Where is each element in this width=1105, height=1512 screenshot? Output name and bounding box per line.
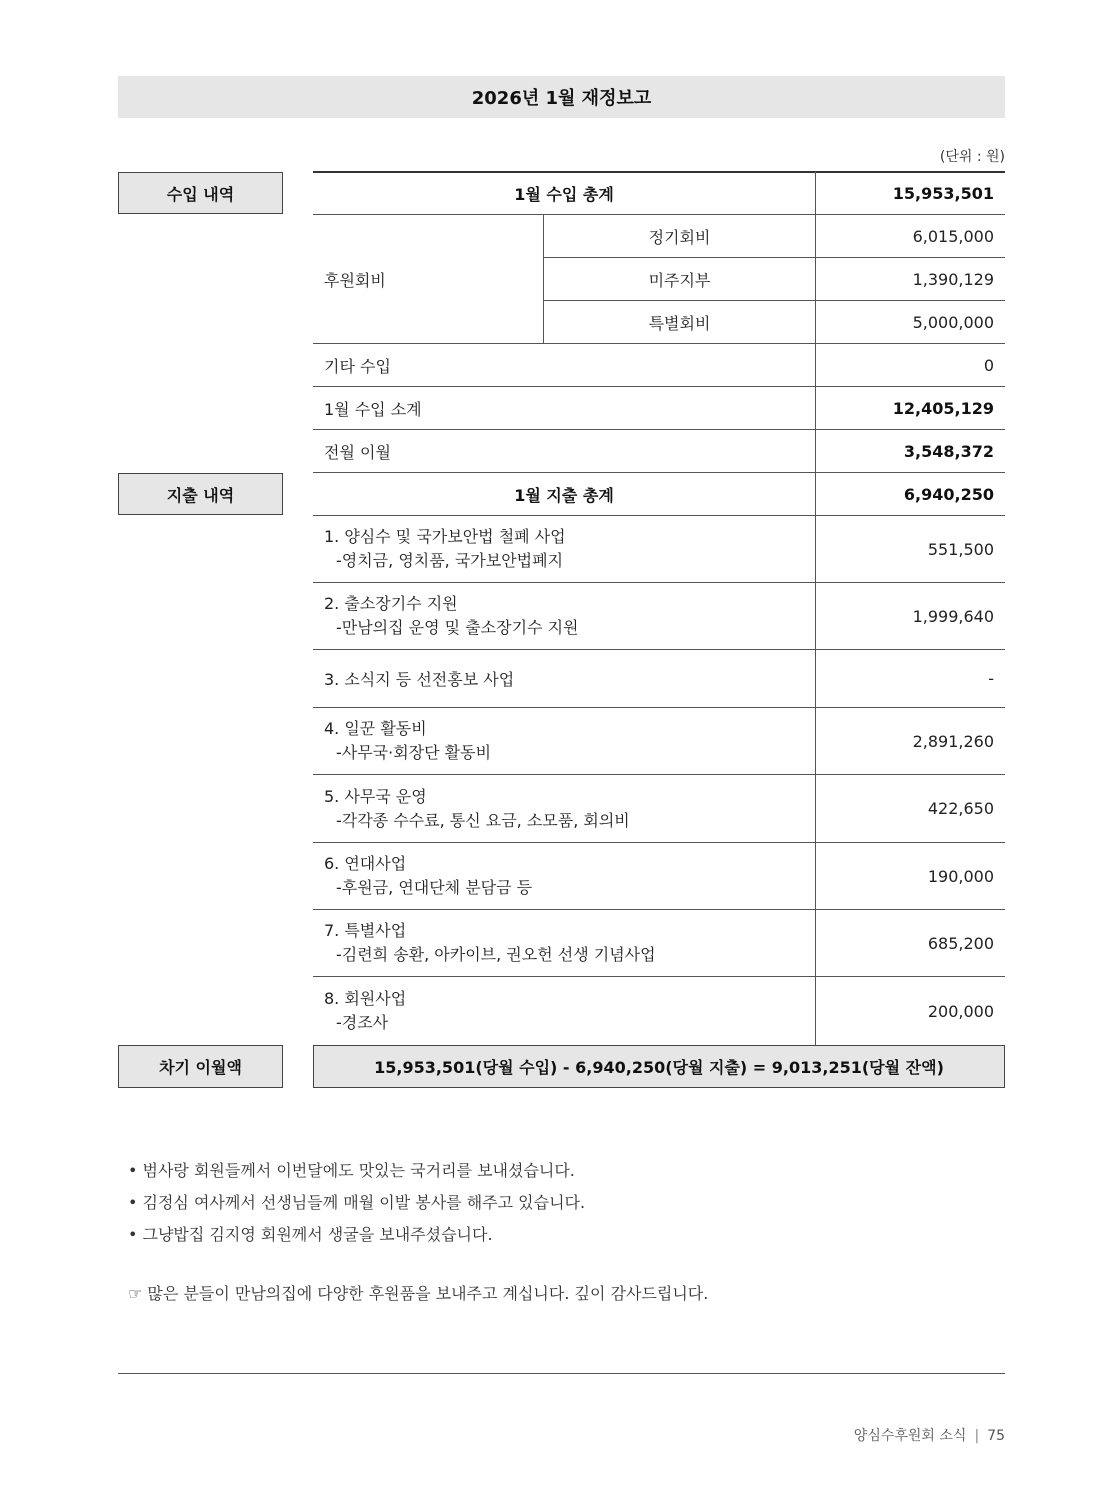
expense-item bbox=[313, 843, 815, 909]
footer-separator: | bbox=[974, 1428, 980, 1444]
expense-item-detail: -경조사 bbox=[336, 1013, 389, 1032]
expense-item-title: 1. 양심수 및 국가보안법 철폐 사업 bbox=[324, 527, 566, 546]
expense-item-title: 5. 사무국 운영 bbox=[324, 786, 427, 806]
expense-item-detail: -각각종 수수료, 통신 요금, 소모품, 회의비 bbox=[336, 810, 630, 830]
expense-item-detail: -만남의집 운영 및 출소장기수 지원 bbox=[336, 618, 579, 637]
expense-item-value: 422,650 bbox=[927, 799, 994, 818]
income-total-value: 15,953,501 bbox=[892, 183, 994, 203]
unit-label: (단위 : 원) bbox=[939, 149, 1005, 165]
expense-item-detail: -사무국·회장단 활동비 bbox=[336, 743, 492, 762]
balance-formula: 15,953,501(당월 수입) - 6,940,250(당월 지출) = 9,013,251(당월 잔액) bbox=[313, 1045, 1005, 1088]
carryover-label: 전월 이월 bbox=[324, 442, 391, 462]
expense-item bbox=[313, 910, 815, 976]
donation-regular-label: 정기회비 bbox=[648, 227, 711, 247]
donation-regular-value: 6,015,000 bbox=[912, 226, 994, 246]
expense-item-value: 190,000 bbox=[927, 866, 994, 886]
expense-item-title: 4. 일꾼 활동비 bbox=[324, 719, 427, 738]
expense-item-value: 1,999,640 bbox=[912, 606, 994, 626]
income-subtotal-value: 12,405,129 bbox=[892, 398, 994, 418]
expense-item-detail: -후원금, 연대단체 분담금 등 bbox=[336, 878, 533, 897]
expense-item-value: - bbox=[988, 669, 994, 688]
expense-item-title: 2. 출소장기수 지원 bbox=[324, 594, 458, 613]
expense-item-value: 685,200 bbox=[927, 933, 994, 953]
note-item: • 김정심 여사께서 선생님들께 매월 이발 봉사를 해주고 있습니다. bbox=[128, 1193, 586, 1212]
expense-item-title: 3. 소식지 등 선전홍보 사업 bbox=[324, 670, 515, 689]
expense-item bbox=[313, 583, 815, 649]
notes-list bbox=[128, 1155, 585, 1251]
expense-section-label: 지출 내역 bbox=[118, 473, 283, 515]
note-item: • 그냥밥집 김지영 회원께서 생굴을 보내주셨습니다. bbox=[128, 1225, 493, 1244]
expense-item-detail: -김련희 송환, 아카이브, 권오헌 선생 기념사업 bbox=[336, 945, 656, 964]
carryover-value: 3,548,372 bbox=[903, 441, 994, 461]
income-subtotal-label: 1월 수입 소계 bbox=[324, 399, 422, 419]
donation-special-value: 5,000,000 bbox=[912, 312, 994, 332]
footer-section-name: 양심수후원회 소식 bbox=[853, 1428, 967, 1444]
footer-divider bbox=[118, 1373, 1005, 1374]
expense-item-title: 6. 연대사업 bbox=[324, 854, 407, 873]
expense-item-value: 200,000 bbox=[927, 1001, 994, 1021]
expense-total-label: 1월 지출 총계 bbox=[514, 485, 614, 505]
donation-special-label: 특별회비 bbox=[648, 313, 711, 333]
donation-group-label: 후원회비 bbox=[324, 270, 386, 290]
report-title: 2026년 1월 재정보고 bbox=[118, 76, 1005, 118]
expense-item bbox=[313, 650, 815, 707]
other-income-label: 기타 수입 bbox=[324, 356, 391, 376]
expense-item bbox=[313, 708, 815, 774]
expense-item-title: 8. 회원사업 bbox=[324, 989, 407, 1008]
donation-us-branch-label: 미주지부 bbox=[648, 270, 711, 290]
expense-item-value: 2,891,260 bbox=[912, 731, 994, 751]
expense-total-value: 6,940,250 bbox=[903, 484, 994, 504]
expense-item-value: 551,500 bbox=[927, 539, 994, 559]
donation-us-branch-value: 1,390,129 bbox=[912, 269, 994, 289]
expense-item bbox=[313, 516, 815, 582]
note-item: • 범사랑 회원들께서 이번달에도 맛있는 국거리를 보내셨습니다. bbox=[128, 1161, 575, 1180]
expense-item bbox=[313, 775, 815, 842]
thanks-message: ☞ 많은 분들이 만남의집에 다양한 후원품을 보내주고 계십니다. 깊이 감사드립니다. bbox=[128, 1284, 709, 1303]
expense-item-detail: -영치금, 영치품, 국가보안법폐지 bbox=[336, 551, 564, 570]
other-income-value: 0 bbox=[983, 355, 994, 375]
page-number: 75 bbox=[987, 1428, 1005, 1444]
income-section-label: 수입 내역 bbox=[118, 172, 283, 214]
expense-item bbox=[313, 977, 815, 1045]
income-total-label: 1월 수입 총계 bbox=[514, 184, 614, 204]
page-footer bbox=[854, 1425, 1005, 1445]
expense-item-title: 7. 특별사업 bbox=[324, 921, 407, 940]
balance-section-label: 차기 이월액 bbox=[118, 1045, 283, 1088]
